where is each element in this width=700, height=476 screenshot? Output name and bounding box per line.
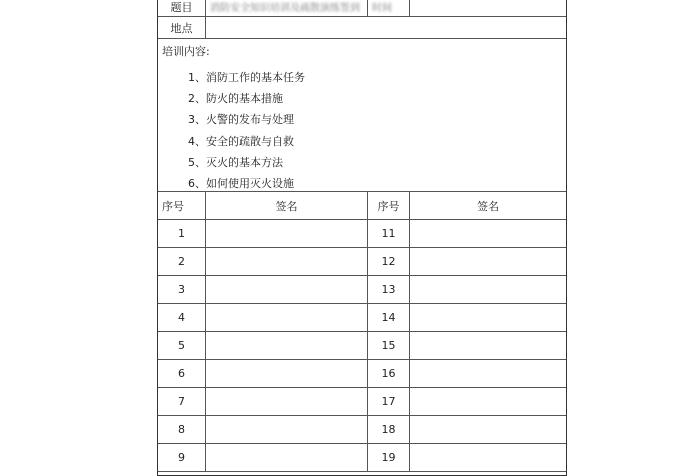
topic-value <box>206 0 368 16</box>
row-number-right: 18 <box>368 416 410 443</box>
signature-cell[interactable] <box>206 444 368 471</box>
training-content <box>158 39 566 192</box>
location-row <box>158 17 566 39</box>
row-number-left: 3 <box>158 276 206 303</box>
table-row <box>158 220 566 248</box>
signature-cell[interactable] <box>410 416 566 443</box>
row-number-left: 6 <box>158 360 206 387</box>
signature-cell[interactable] <box>206 248 368 275</box>
row-number-right: 14 <box>368 304 410 331</box>
row-number-right: 15 <box>368 332 410 359</box>
table-row <box>158 416 566 444</box>
time-label <box>368 0 410 16</box>
table-row <box>158 388 566 416</box>
row-number-right: 17 <box>368 388 410 415</box>
table-row <box>158 248 566 276</box>
no-right-header: 序号 <box>368 192 410 219</box>
signature-cell[interactable] <box>206 388 368 415</box>
row-number-left: 5 <box>158 332 206 359</box>
row-number-left: 4 <box>158 304 206 331</box>
row-number-left: 7 <box>158 388 206 415</box>
content-item: 4、安全的疏散与自救 <box>188 135 294 148</box>
table-row <box>158 360 566 388</box>
content-title: 培训内容: <box>162 45 210 58</box>
row-number-left: 8 <box>158 416 206 443</box>
row-number-right: 12 <box>368 248 410 275</box>
signature-cell[interactable] <box>410 248 566 275</box>
signature-cell[interactable] <box>206 332 368 359</box>
signature-cell[interactable] <box>206 220 368 247</box>
no-left-header: 序号 <box>158 192 206 219</box>
signature-cell[interactable] <box>410 388 566 415</box>
content-item: 2、防火的基本措施 <box>188 92 283 105</box>
signature-cell[interactable] <box>410 444 566 471</box>
signature-cell[interactable] <box>410 304 566 331</box>
row-number-left: 2 <box>158 248 206 275</box>
content-item: 1、消防工作的基本任务 <box>188 71 305 84</box>
topic-row <box>158 0 566 17</box>
sign-left-header: 签名 <box>206 192 368 219</box>
signature-cell[interactable] <box>410 332 566 359</box>
row-number-right: 13 <box>368 276 410 303</box>
row-number-right: 16 <box>368 360 410 387</box>
signature-cell[interactable] <box>410 276 566 303</box>
sign-right-header: 签名 <box>477 199 499 213</box>
sign-in-sheet <box>157 0 567 476</box>
content-item: 3、火警的发布与处理 <box>188 113 294 126</box>
time-label-text: 时间 <box>372 3 392 14</box>
location-label: 地点 <box>158 17 206 38</box>
topic-label: 题目 <box>158 0 206 16</box>
row-number-left: 9 <box>158 444 206 471</box>
table-row <box>158 332 566 360</box>
table-row <box>158 276 566 304</box>
topic-value-text: 消防安全知识培训及疏散演练签到 <box>210 3 360 14</box>
content-item: 6、如何使用灭火设施 <box>188 177 294 190</box>
signature-cell[interactable] <box>206 360 368 387</box>
table-row <box>158 444 566 472</box>
signature-cell[interactable] <box>206 416 368 443</box>
time-value[interactable] <box>410 0 566 16</box>
sign-header-row <box>158 192 566 220</box>
signature-cell[interactable] <box>206 304 368 331</box>
row-number-right: 19 <box>368 444 410 471</box>
content-item: 5、灭火的基本方法 <box>188 156 283 169</box>
signature-cell[interactable] <box>410 360 566 387</box>
signature-cell[interactable] <box>206 276 368 303</box>
table-row <box>158 304 566 332</box>
signature-cell[interactable] <box>410 220 566 247</box>
location-value[interactable] <box>206 17 566 38</box>
row-number-right: 11 <box>368 220 410 247</box>
row-number-left: 1 <box>158 220 206 247</box>
